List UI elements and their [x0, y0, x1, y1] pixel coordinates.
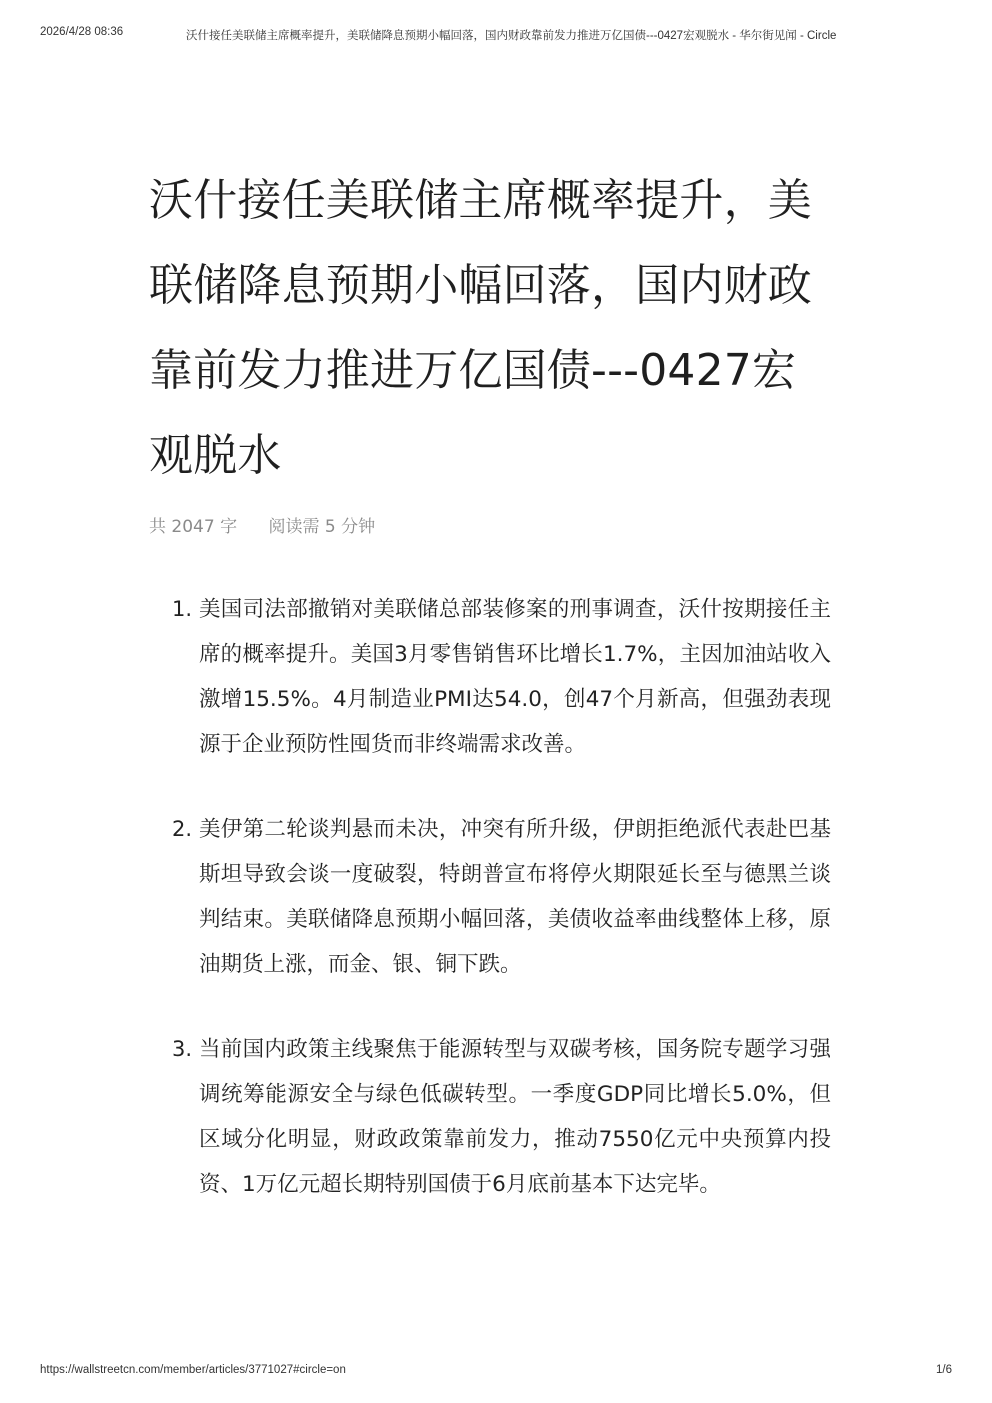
- article-meta: [149, 512, 839, 537]
- article: [149, 158, 839, 1247]
- page-number: 1/6: [936, 1364, 952, 1376]
- list-item-text: 美伊第二轮谈判悬而未决，冲突有所升级，伊朗拒绝派代表赴巴基斯坦导致会谈一度破裂，特朗普宣布将停火期限延长至与德黑兰谈判结束。美联储降息预期小幅回落，美债收益率曲线整体上移，原油期货上涨，而金、银、铜下跌。: [199, 817, 831, 977]
- list-item-number: 1.: [172, 597, 193, 621]
- read-time: 阅读需 5 分钟: [268, 517, 376, 537]
- article-title: 沃什接任美联储主席概率提升，美联储降息预期小幅回落，国内财政靠前发力推进万亿国债---0427宏观脱水: [149, 175, 812, 481]
- key-points-list: [149, 587, 839, 1207]
- key-point-1: [149, 587, 839, 767]
- list-item-text: 美国司法部撤销对美联储总部装修案的刑事调查，沃什按期接任主席的概率提升。美国3月零售销售环比增长1.7%，主因加油站收入激增15.5%。4月制造业PMI达54.0，创47个月新高，但强劲表现源于企业预防性囤货而非终端需求改善。: [199, 597, 831, 757]
- key-point-2: [149, 807, 839, 987]
- print-doc-title: 沃什接任美联储主席概率提升，美联储降息预期小幅回落，国内财政靠前发力推进万亿国债---0427宏观脱水 - 华尔街见闻 - Circle: [186, 30, 837, 42]
- print-header: [40, 26, 952, 44]
- page-url: https://wallstreetcn.com/member/articles/3771027#circle=on: [40, 1364, 346, 1376]
- word-count: 共 2047 字: [149, 517, 238, 537]
- list-item-number: 3.: [172, 1037, 193, 1061]
- print-datetime: 2026/4/28 08:36: [40, 26, 124, 38]
- list-item-text: 当前国内政策主线聚焦于能源转型与双碳考核，国务院专题学习强调统筹能源安全与绿色低碳转型。一季度GDP同比增长5.0%，但区域分化明显，财政政策靠前发力，推动7550亿元中央预算内投资、1万亿元超长期特别国债于6月底前基本下达完毕。: [199, 1037, 831, 1197]
- list-item-number: 2.: [172, 817, 193, 841]
- print-footer: [40, 1364, 952, 1382]
- key-point-3: [149, 1027, 839, 1207]
